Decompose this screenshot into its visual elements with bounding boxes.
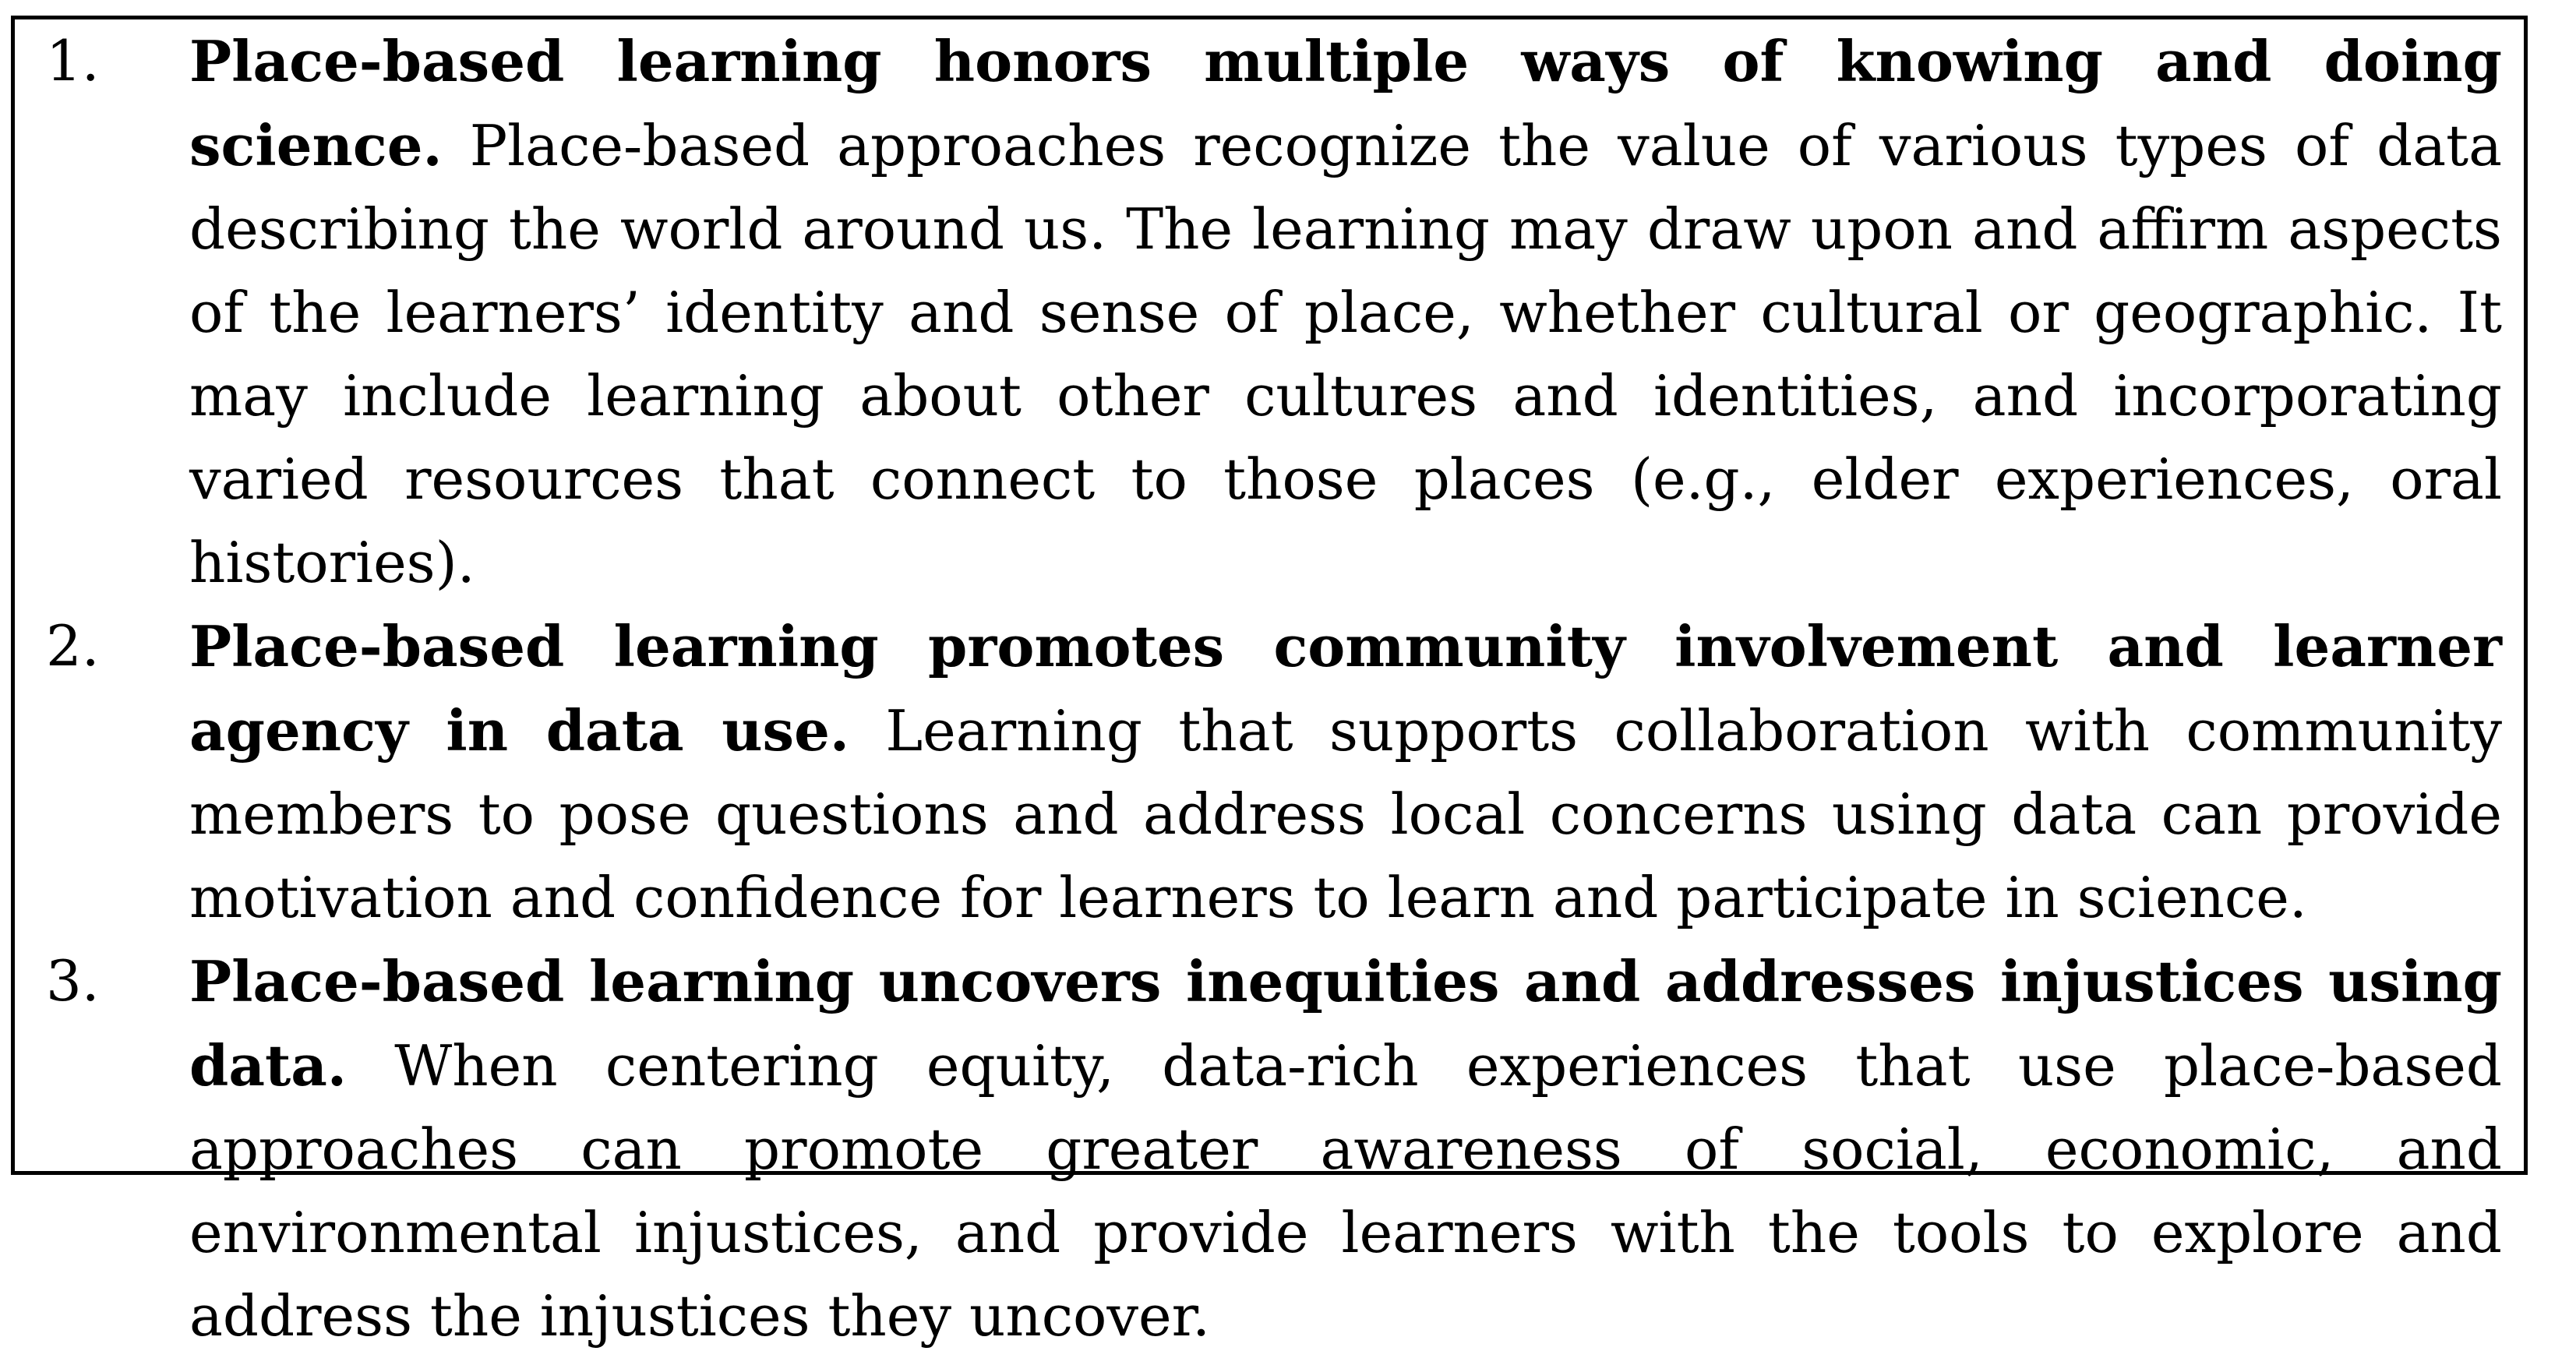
item-number: 1. bbox=[46, 28, 100, 93]
list-item bbox=[15, 19, 2524, 605]
item-heading: Place-based learning promotes community involvement and learner agency in data use. bbox=[189, 613, 2502, 764]
item-heading: Place-based learning uncovers inequities and addresses injustices using data. bbox=[189, 948, 2502, 1099]
principles-box bbox=[11, 16, 2528, 1349]
list-item bbox=[15, 940, 2524, 1358]
principles-list bbox=[15, 19, 2524, 1349]
item-number: 3. bbox=[46, 948, 100, 1014]
item-body: When centering equity, data-rich experiences that use place-based approaches can promote greater awareness of social, economic, and environmental injustices, and provide learners with the tools to explore and address the injustices they uncover. bbox=[189, 1033, 2502, 1349]
list-item bbox=[15, 605, 2524, 940]
item-heading: Place-based learning honors multiple ways of knowing and doing science. bbox=[189, 28, 2502, 178]
item-number: 2. bbox=[46, 613, 100, 679]
item-body: Learning that supports collaboration with community members to pose questions and address local concerns using data can provide motivation and confidence for learners to learn and participate in science. bbox=[189, 698, 2502, 930]
item-body: Place-based approaches recognize the value of various types of data describing the world around us. The learning may draw upon and affirm aspects of the learners’ identity and sense of place, whether cultural or geographic. It may include learning about other cultures and identities, and incorporating varied resources that connect to those places (e.g., elder experiences, oral histories). bbox=[189, 113, 2502, 595]
